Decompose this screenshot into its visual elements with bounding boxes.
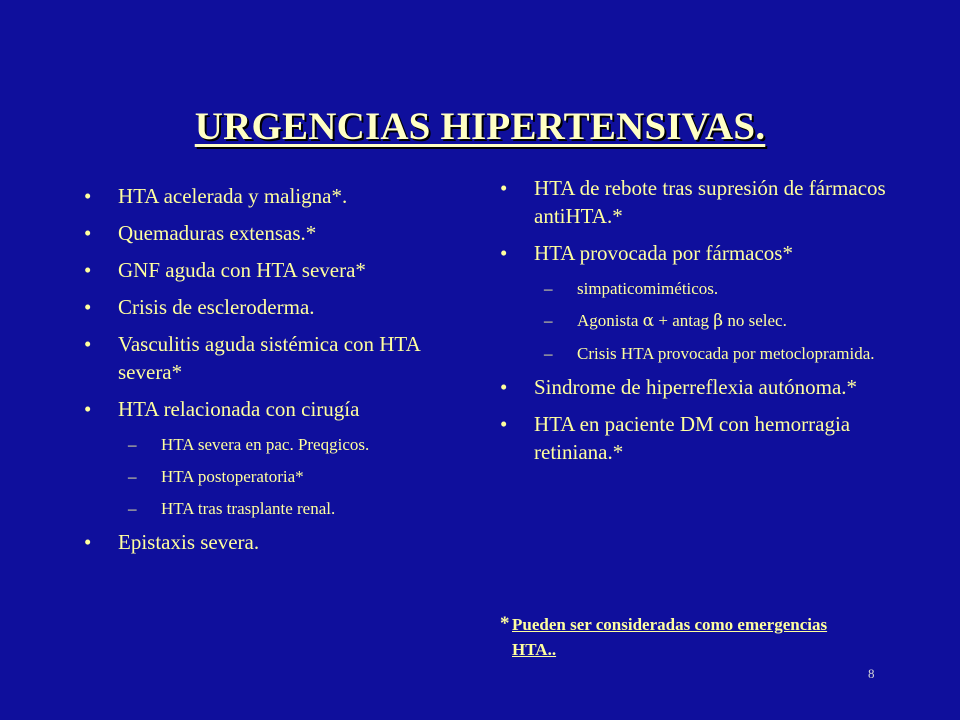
alpha-symbol: α bbox=[642, 311, 655, 331]
slide-title: URGENCIAS HIPERTENSIVAS. bbox=[194, 105, 766, 148]
item-text: HTA de rebote tras supresión de fármacos antiHTA.* bbox=[534, 176, 886, 228]
item-text: GNF aguda con HTA severa* bbox=[118, 258, 366, 282]
bullet-icon: • bbox=[84, 295, 92, 319]
bullet-icon: • bbox=[84, 221, 92, 245]
list-item bbox=[500, 174, 905, 230]
subitem-text-part: + antag bbox=[654, 311, 714, 330]
list-item bbox=[84, 182, 474, 210]
list-item bbox=[84, 330, 474, 386]
item-text: HTA acelerada y maligna*. bbox=[118, 184, 348, 208]
subitem-text-part: no selec. bbox=[723, 311, 787, 330]
list-item bbox=[500, 239, 905, 267]
item-text: Crisis de escleroderma. bbox=[118, 295, 315, 319]
dash-icon: – bbox=[544, 344, 553, 363]
dash-icon: – bbox=[128, 467, 137, 486]
list-item bbox=[84, 219, 474, 247]
sub-list-item bbox=[84, 464, 474, 489]
bullet-icon: • bbox=[84, 332, 92, 356]
bullet-icon: • bbox=[84, 258, 92, 282]
list-item bbox=[84, 528, 474, 556]
right-column-list bbox=[500, 174, 905, 475]
dash-icon: – bbox=[544, 311, 553, 330]
left-column-list bbox=[84, 182, 474, 565]
dash-icon: – bbox=[128, 499, 137, 518]
subitem-text bbox=[577, 311, 787, 330]
bullet-icon: • bbox=[84, 530, 92, 554]
bullet-icon: • bbox=[84, 184, 92, 208]
sub-list-item bbox=[84, 496, 474, 521]
subitem-text: simpaticomiméticos. bbox=[577, 279, 719, 298]
subitem-text: HTA tras trasplante renal. bbox=[161, 499, 336, 518]
list-item bbox=[84, 256, 474, 284]
item-text: Sindrome de hiperreflexia autónoma.* bbox=[534, 375, 858, 399]
bullet-icon: • bbox=[500, 241, 508, 265]
item-text: Quemaduras extensas.* bbox=[118, 221, 317, 245]
item-text: Vasculitis aguda sistémica con HTA severa* bbox=[118, 332, 420, 384]
footnote-text: Pueden ser consideradas como emergencias HTA.. bbox=[512, 615, 828, 659]
bullet-icon: • bbox=[500, 412, 508, 436]
sub-list-item bbox=[500, 276, 905, 301]
footnote-star: * bbox=[500, 613, 510, 634]
beta-symbol: β bbox=[713, 311, 724, 331]
sub-list-item bbox=[84, 432, 474, 457]
list-item bbox=[500, 410, 905, 466]
item-text: Epistaxis severa. bbox=[118, 530, 260, 554]
dash-icon: – bbox=[544, 279, 553, 298]
page-number: 8 bbox=[868, 666, 875, 681]
subitem-text: HTA postoperatoria* bbox=[161, 467, 304, 486]
sub-list-item bbox=[500, 341, 905, 366]
sub-list-item bbox=[500, 308, 905, 334]
bullet-icon: • bbox=[500, 375, 508, 399]
dash-icon: – bbox=[128, 435, 137, 454]
item-text: HTA en paciente DM con hemorragia retiniana.* bbox=[534, 412, 851, 464]
bullet-icon: • bbox=[500, 176, 508, 200]
subitem-text: HTA severa en pac. Preqgicos. bbox=[161, 435, 370, 454]
subitem-text: Crisis HTA provocada por metoclopramida. bbox=[577, 344, 875, 363]
list-item bbox=[500, 373, 905, 401]
item-text: HTA relacionada con cirugía bbox=[118, 397, 360, 421]
bullet-icon: • bbox=[84, 397, 92, 421]
subitem-text-part: Agonista bbox=[577, 311, 643, 330]
footnote bbox=[500, 612, 832, 662]
item-text: HTA provocada por fármacos* bbox=[534, 241, 793, 265]
list-item bbox=[84, 293, 474, 321]
list-item bbox=[84, 395, 474, 423]
